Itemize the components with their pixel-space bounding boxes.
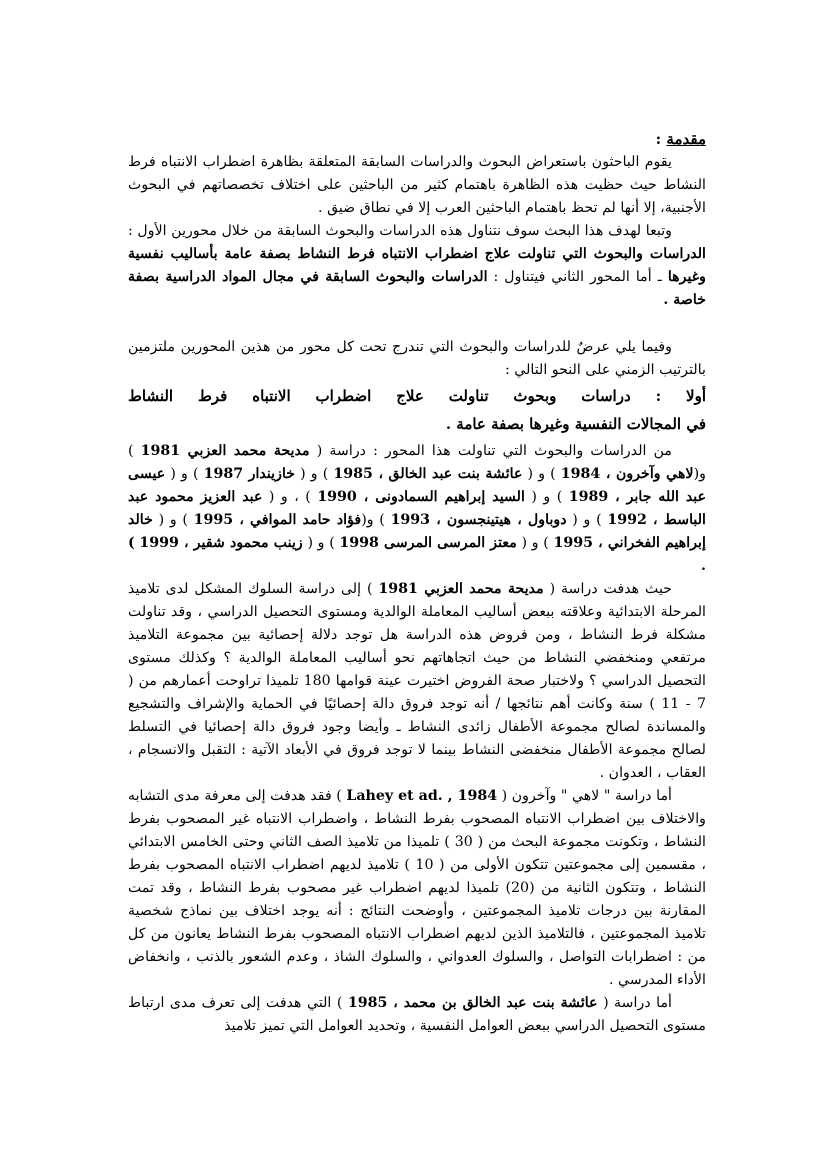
text-run: ) و ( bbox=[170, 466, 199, 482]
text-run: ـ أما المحور الثاني فيتناول : bbox=[487, 269, 668, 285]
intro-paragraph: يقوم الباحثون باستعراض البحوث والدراسات السابقة المتعلقة بظاهرة اضطراب الانتباه فرط النشاط حيث حظيت هذه الظاهرة باهتمام كثير من الباحثين على اختلاف تخصصاتهم في البحوث الأجنبية، إلا أنها لم تحظ باهتمام الباحثين العرب إلا في نطاق ضيق . bbox=[128, 154, 706, 216]
study-azabi-paragraph bbox=[128, 578, 706, 785]
citation: عيسى عبد الله جابر ، 1989 bbox=[128, 466, 707, 505]
section-heading bbox=[128, 128, 706, 151]
text-run: ) و ( bbox=[521, 535, 549, 551]
text-run: ) ، و ( bbox=[268, 489, 311, 505]
text-run: ) و ( bbox=[158, 512, 188, 528]
citation: لاهي وآخرون ، 1984 bbox=[560, 466, 694, 482]
citation: فؤاد حامد الموافي ، 1995 bbox=[193, 512, 362, 528]
text-run: من الدراسات والبحوث التي تناولت هذا المحور : دراسة ( bbox=[316, 443, 672, 459]
text-run: أما دراسة ( bbox=[603, 995, 672, 1011]
axis-one-title: الدراسات والبحوث التي تناولت علاج اضطراب الانتباه فرط النشاط بصفة عامة بأساليب نفسية وغيرها bbox=[128, 246, 706, 285]
text-run: أما دراسة " لاهي " وآخرون ( bbox=[501, 788, 672, 804]
citation: مديحة محمد العزبي 1981 bbox=[378, 581, 544, 597]
text-run: ) و ( bbox=[527, 466, 556, 482]
text-run: ) و ( bbox=[307, 535, 335, 551]
text-run: ) و ( bbox=[300, 466, 329, 482]
citation: معتز المرسى المرسى 1998 bbox=[339, 535, 517, 551]
text-run: حيث هدفت دراسة ( bbox=[549, 581, 673, 597]
citation: عائشة بنت عبد الخالق ، 1985 bbox=[333, 466, 523, 482]
citation: خالد إبراهيم الفخراني ، 1995 bbox=[128, 512, 706, 551]
text-run: ) و ( bbox=[531, 489, 563, 505]
axes-paragraph bbox=[128, 220, 706, 312]
overview-paragraph: وفيما يلي عرضٌ للدراسات والبحوث التي تندرج تحت كل محور من هذين المحورين ملتزمين بالترتيب الزمني على النحو التالي : bbox=[128, 339, 706, 378]
text-run: ) و ( bbox=[572, 512, 602, 528]
text-run: ) إلى دراسة السلوك المشكل لدى تلاميذ المرحلة الابتدائية وعلاقته ببعض أساليب المعاملة الوالدية ومستوى التحصيل الدراسي ، وقد تناولت مشكلة فرط النشاط ، ومن فروض هذه الدراسة هل توجد دلالة إحصائية بين مجموعة التلاميذ مرتفعي ومنخفضي النشاط من حيث اتجاهاتهم نحو أساليب المعاملة الوالدية ؟ وكذلك مستوى التحصيل الدراسي ؟ ولاختبار صحة الفروض اختيرت عينة قوامها 180 تلميذا تراوحت أعمارهم من ( 7 - 11 ) سنة وكانت أهم نتائجها / أنه توجد فروق دالة إحصائيًا في الحماية والإشراف والتشجيع والمساندة لصالح مجموعة الأطفال زائدى النشاط ـ وأيضا وجود فروق دالة إحصائيا في التسلط لصالح مجموعة الأطفال منخفضى النشاط بينما لا توجد فروق في الأبعاد الآتية : التقبل والانسجام ، العقاب ، العدوان . bbox=[128, 581, 706, 781]
heading-title: مقدمة bbox=[666, 130, 706, 148]
citation: خازيندار 1987 bbox=[203, 466, 296, 482]
paragraph-gap bbox=[128, 312, 706, 336]
citation: زينب محمود شقير ، 1999 bbox=[139, 535, 303, 551]
text-run: ) التي هدفت إلى تعرف مدى ارتباط مستوى التحصيل الدراسي ببعض العوامل النفسية ، وتحديد العوامل التي تميز تلاميذ bbox=[128, 995, 706, 1034]
citation: عبد العزيز محمود عبد الباسط ، 1992 bbox=[128, 489, 706, 528]
citation: مديحة محمد العزبي 1981 bbox=[140, 443, 310, 459]
text-run: ) و( bbox=[128, 443, 706, 482]
axis-two-title: الدراسات والبحوث السابقة في مجال المواد الدراسية بصفة خاصة . bbox=[128, 269, 706, 308]
citation: السيد إبراهيم السمادونى ، 1990 bbox=[317, 489, 525, 505]
section-title-line2: في المجالات النفسية وغيرها بصفة عامة . bbox=[445, 415, 706, 433]
citation: Lahey et ad. , 1984 bbox=[346, 788, 498, 804]
study-lahey-paragraph bbox=[128, 785, 706, 992]
text-run: ) . bbox=[128, 535, 706, 574]
text-run: ) و( bbox=[361, 512, 385, 528]
document-page bbox=[128, 128, 706, 1038]
section-label: أولا : bbox=[655, 387, 706, 405]
text-run: ) فقد هدفت إلى معرفة مدى التشابه والاختلاف بين اضطراب الانتباه المصحوب بفرط النشاط ، واضطراب الانتباه غير المصحوب بفرط النشاط ، وتكونت مجموعة البحث من ( 30 ) تلميذا من تلاميذ الصف الثاني وحتى الخامس الابتدائي ، مقسمين إلى مجموعتين تتكون الأولى من ( 10 ) تلاميذ لديهم اضطراب الانتباه المصحوب بفرط النشاط ، وتتكون الثانية من (20) تلميذا لديهم اضطراب غير مصحوب بفرط النشاط ، وقد تمت المقارنة بين درجات تلاميذ المجموعتين ، وأوضحت النتائج : أنه يوجد اختلاف بين نماذج شخصية تلاميذ المجموعتين ، فالتلاميذ الذين لديهم اضطراب الانتباه المصحوب بفرط النشاط يعانون من كل من : اضطرابات التواصل ، والسلوك العدواني ، والسلوك الشاذ ، وعدم الشعور بالذنب ، وانخفاض الأداء المدرسي . bbox=[128, 788, 707, 988]
heading-colon: : bbox=[655, 130, 667, 148]
studies-list-paragraph bbox=[128, 440, 706, 578]
study-aisha-paragraph bbox=[128, 992, 706, 1038]
citation: عائشة بنت عبد الخالق بن محمد ، 1985 bbox=[347, 995, 598, 1011]
section-title-text: دراسات وبحوث تناولت علاج اضطراب الانتباه فرط النشاط bbox=[128, 387, 631, 405]
citation: دوباول ، هيتينجسون ، 1993 bbox=[390, 512, 567, 528]
text-run: وتبعا لهدف هذا البحث سوف نتناول هذه الدراسات والبحوث السابقة من خلال محورين الأول : bbox=[128, 223, 672, 239]
section-title-line1 bbox=[128, 382, 706, 410]
